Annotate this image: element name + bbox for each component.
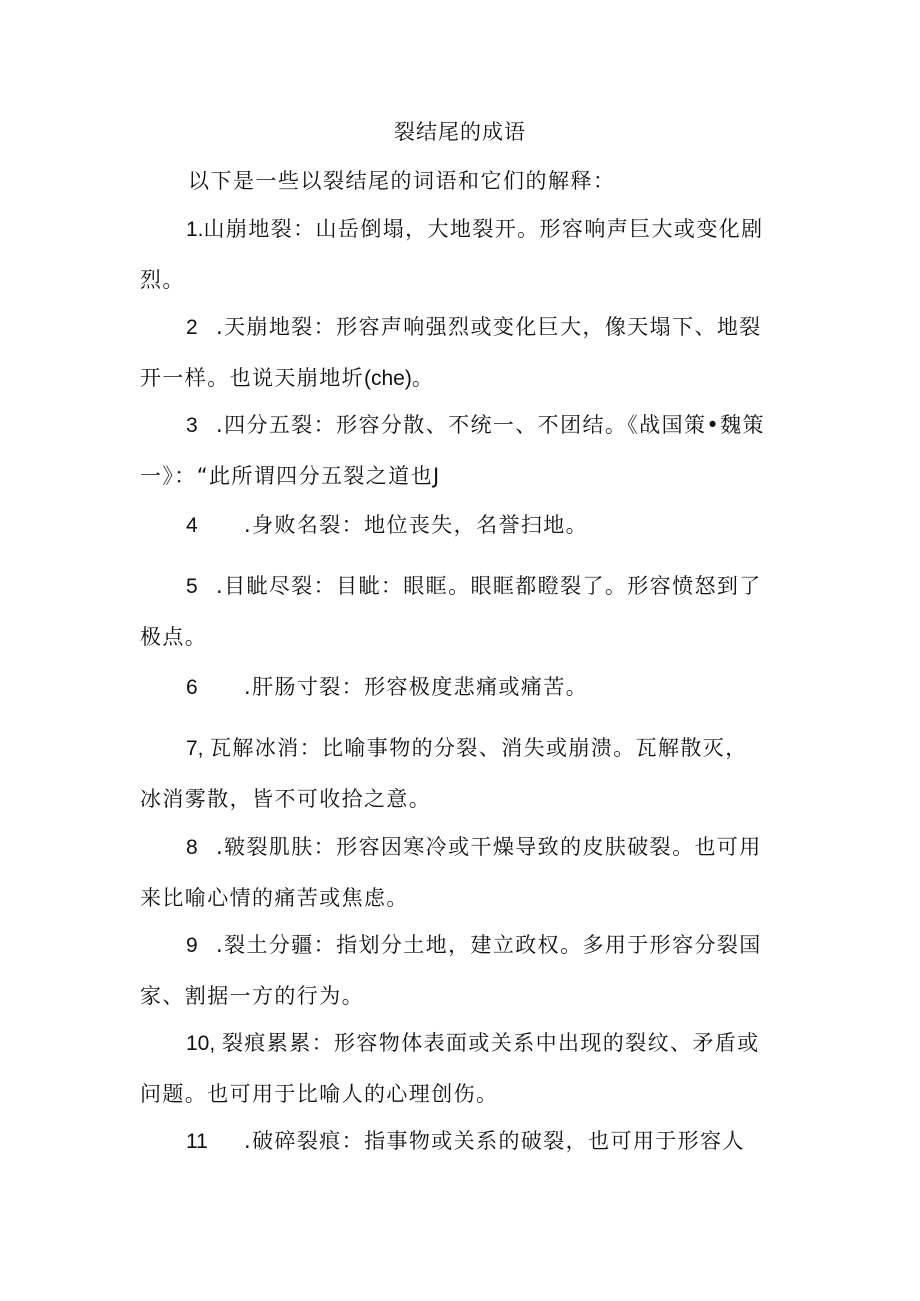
- list-item-line: [140, 500, 790, 551]
- list-item: [140, 400, 790, 502]
- list-item-continuation: 问题。也可用于比喻人的心理创伤。: [140, 1082, 499, 1106]
- list-item-number: 8: [186, 836, 198, 859]
- list-item-number: 9: [186, 934, 198, 957]
- list-item-continuation: 烈。: [140, 268, 185, 292]
- list-item: [140, 561, 790, 663]
- list-item-continuation: 来比喻心情的痛苦或焦虑。: [140, 886, 409, 910]
- list-item-line: [140, 662, 790, 713]
- list-item-line: [140, 920, 790, 971]
- intro-paragraph: 以下是一些以裂结尾的词语和它们的解释：: [188, 169, 616, 193]
- list-item: [140, 500, 790, 551]
- list-item-number: 1.: [186, 218, 204, 241]
- list-item-number: 11: [186, 1130, 208, 1153]
- list-item: [140, 1116, 790, 1167]
- list-item-line: [140, 400, 790, 451]
- list-item-line: [140, 822, 790, 873]
- list-item-line: [140, 1018, 790, 1069]
- list-item-continuation: 一》：“此所谓四分五裂之道也J: [140, 464, 441, 488]
- list-item-line: [140, 302, 790, 353]
- list-item-number: 2: [186, 316, 198, 339]
- list-item-number: 6: [186, 676, 198, 699]
- list-item-text: .裂土分疆：指划分土地，建立政权。多用于形容分裂国: [216, 933, 762, 957]
- list-item-line: [140, 561, 790, 612]
- list-item-line: [140, 723, 790, 774]
- document-title: 裂结尾的成语: [394, 120, 526, 144]
- list-item: [140, 920, 790, 1022]
- list-item-number: 5: [186, 575, 198, 598]
- list-item: [140, 302, 790, 404]
- list-item-text: .天崩地裂：形容声响强烈或变化巨大，像天塌下、地裂: [216, 315, 762, 339]
- list-item-number: 4: [186, 514, 198, 537]
- list-item: [140, 662, 790, 713]
- list-item-line: [140, 204, 790, 255]
- list-item-continuation: 冰消雾散，皆不可收拾之意。: [140, 787, 432, 811]
- list-item-text: .肝肠寸裂：形容极度悲痛或痛苦。: [244, 675, 589, 699]
- list-item-continuation: [140, 353, 790, 404]
- list-item-line: [140, 1116, 790, 1167]
- list-item-text: 山崩地裂：山岳倒塌，大地裂开。形容响声巨大或变化剧: [203, 217, 764, 241]
- list-item: [140, 1018, 790, 1120]
- list-item-continuation: 家、割据一方的行为。: [140, 984, 364, 1008]
- list-item-number: 7,: [186, 737, 204, 760]
- list-item-number: 3: [186, 414, 198, 437]
- list-item-text: .身败名裂：地位丧失，名誉扫地。: [244, 513, 589, 537]
- list-item-number: 10,: [186, 1032, 216, 1055]
- pinyin-annotation: (che)。: [364, 367, 433, 390]
- list-item-continuation: 极点。: [140, 625, 208, 649]
- list-item: [140, 822, 790, 924]
- list-item-text: .四分五裂：形容分散、不统一、不团结。《战国策•魏策: [216, 413, 765, 437]
- list-item-text: .破碎裂痕：指事物或关系的破裂，也可用于形容人: [244, 1129, 745, 1153]
- list-item-text: .目眦尽裂：目眦：眼眶。眼眶都瞪裂了。形容愤怒到了: [216, 574, 762, 598]
- list-item-text: 裂痕累累：形容物体表面或关系中出现的裂纹、矛盾或: [222, 1031, 760, 1055]
- list-item-text: 开一样。也说天崩地圻: [140, 366, 364, 390]
- list-item: [140, 723, 790, 825]
- list-item-text: .皲裂肌肤：形容因寒冷或干燥导致的皮肤破裂。也可用: [216, 835, 762, 859]
- list-item: [140, 204, 790, 306]
- list-item-text: 瓦解冰消：比喻事物的分裂、消失或崩溃。瓦解散灭，: [210, 736, 748, 760]
